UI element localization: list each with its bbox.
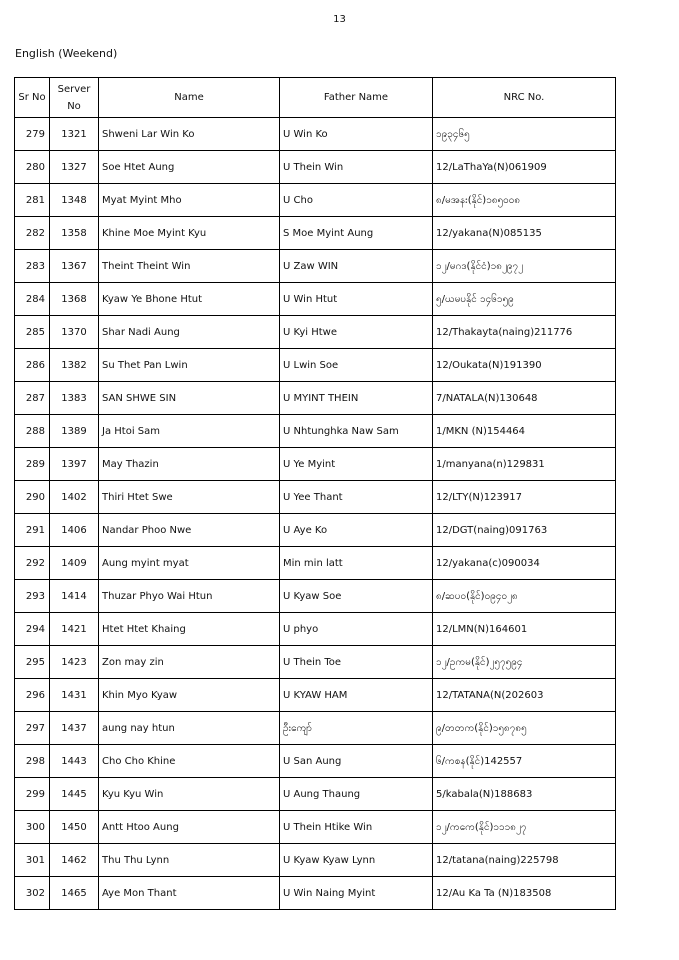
cell-nrc-no: 12/yakana(c)090034	[433, 547, 616, 580]
table-row	[15, 184, 616, 217]
table-row	[15, 514, 616, 547]
table-row	[15, 448, 616, 481]
cell-server-no: 1465	[50, 877, 99, 910]
cell-father-name: U phyo	[280, 613, 433, 646]
cell-server-no: 1368	[50, 283, 99, 316]
cell-sr-no: 280	[15, 151, 50, 184]
table-row	[15, 316, 616, 349]
cell-nrc-no: 12/TATANA(N(202603	[433, 679, 616, 712]
header-row	[15, 78, 616, 118]
cell-name: Kyaw Ye Bhone Htut	[99, 283, 280, 316]
table-row	[15, 646, 616, 679]
cell-server-no: 1450	[50, 811, 99, 844]
cell-name: Theint Theint Win	[99, 250, 280, 283]
cell-server-no: 1358	[50, 217, 99, 250]
cell-nrc-no: 12/DGT(naing)091763	[433, 514, 616, 547]
cell-sr-no: 301	[15, 844, 50, 877]
cell-sr-no: 281	[15, 184, 50, 217]
table-row	[15, 712, 616, 745]
cell-sr-no: 300	[15, 811, 50, 844]
table-row	[15, 877, 616, 910]
cell-name: Thiri Htet Swe	[99, 481, 280, 514]
cell-server-no: 1423	[50, 646, 99, 679]
cell-nrc-no: ၁၉၃၄၆၅	[433, 118, 616, 151]
cell-nrc-no: ၁၂/ကကေ(နိုင်)၁၁၁၈၂၇	[433, 811, 616, 844]
table-row	[15, 217, 616, 250]
cell-name: Myat Myint Mho	[99, 184, 280, 217]
cell-nrc-no: ၈/မအနး(နိုင်)၁၈၅၀၀၈	[433, 184, 616, 217]
cell-server-no: 1383	[50, 382, 99, 415]
cell-father-name: U Kyaw Soe	[280, 580, 433, 613]
cell-father-name: S Moe Myint Aung	[280, 217, 433, 250]
cell-sr-no: 289	[15, 448, 50, 481]
section-heading: English (Weekend)	[15, 47, 118, 60]
cell-father-name: U Thein Htike Win	[280, 811, 433, 844]
table-row	[15, 283, 616, 316]
cell-nrc-no: ၈/ဆပဝ(နိုင်)၀၉၄၀၂၈	[433, 580, 616, 613]
cell-server-no: 1445	[50, 778, 99, 811]
cell-nrc-no: ၉/တတက(နိုင်)၁၅၈၇၈၅	[433, 712, 616, 745]
cell-father-name: U KYAW HAM	[280, 679, 433, 712]
cell-father-name: U Win Htut	[280, 283, 433, 316]
cell-father-name: U Ye Myint	[280, 448, 433, 481]
cell-sr-no: 279	[15, 118, 50, 151]
cell-server-no: 1367	[50, 250, 99, 283]
cell-nrc-no: 12/LMN(N)164601	[433, 613, 616, 646]
cell-sr-no: 283	[15, 250, 50, 283]
cell-nrc-no: ၆/ကစန(နိုင်)142557	[433, 745, 616, 778]
table-body	[15, 118, 616, 910]
cell-name: Shweni Lar Win Ko	[99, 118, 280, 151]
cell-nrc-no: 12/LaThaYa(N)061909	[433, 151, 616, 184]
cell-father-name: U MYINT THEIN	[280, 382, 433, 415]
cell-nrc-no: 12/tatana(naing)225798	[433, 844, 616, 877]
page-number: 13	[333, 14, 346, 25]
cell-name: SAN SHWE SIN	[99, 382, 280, 415]
cell-sr-no: 297	[15, 712, 50, 745]
header-nrc-no: NRC No.	[433, 78, 616, 118]
cell-server-no: 1409	[50, 547, 99, 580]
cell-name: Thuzar Phyo Wai Htun	[99, 580, 280, 613]
cell-name: Khin Myo Kyaw	[99, 679, 280, 712]
cell-server-no: 1462	[50, 844, 99, 877]
cell-name: Cho Cho Khine	[99, 745, 280, 778]
cell-father-name: ဦးကျော်	[280, 712, 433, 745]
cell-father-name: U Kyaw Kyaw Lynn	[280, 844, 433, 877]
cell-server-no: 1389	[50, 415, 99, 448]
cell-father-name: U Win Naing Myint	[280, 877, 433, 910]
cell-name: Su Thet Pan Lwin	[99, 349, 280, 382]
cell-nrc-no: ၁၂/ဥကမ(နိုင်)၂၅၇၅၉၄	[433, 646, 616, 679]
cell-name: Nandar Phoo Nwe	[99, 514, 280, 547]
table-row	[15, 778, 616, 811]
cell-server-no: 1397	[50, 448, 99, 481]
header-father-name: Father Name	[280, 78, 433, 118]
cell-sr-no: 282	[15, 217, 50, 250]
cell-nrc-no: 12/Thakayta(naing)211776	[433, 316, 616, 349]
cell-server-no: 1402	[50, 481, 99, 514]
cell-father-name: Min min latt	[280, 547, 433, 580]
table-row	[15, 415, 616, 448]
cell-nrc-no: 1/manyana(n)129831	[433, 448, 616, 481]
cell-server-no: 1406	[50, 514, 99, 547]
cell-sr-no: 293	[15, 580, 50, 613]
cell-sr-no: 295	[15, 646, 50, 679]
cell-server-no: 1431	[50, 679, 99, 712]
table-row	[15, 382, 616, 415]
header-name: Name	[99, 78, 280, 118]
table-header	[15, 78, 616, 118]
cell-nrc-no: ၁၂/မဂဒ(နိုင်ငံ)၁၈၂၉၇၂	[433, 250, 616, 283]
table-row	[15, 547, 616, 580]
cell-server-no: 1327	[50, 151, 99, 184]
header-sr-no: Sr No	[15, 78, 50, 118]
table-row	[15, 151, 616, 184]
cell-nrc-no: ၅/ယမပနိုင် ၁၄၆၁၅၉	[433, 283, 616, 316]
cell-father-name: U Thein Win	[280, 151, 433, 184]
cell-sr-no: 294	[15, 613, 50, 646]
cell-nrc-no: 12/LTY(N)123917	[433, 481, 616, 514]
cell-father-name: U Aung Thaung	[280, 778, 433, 811]
cell-father-name: U Kyi Htwe	[280, 316, 433, 349]
cell-name: Kyu Kyu Win	[99, 778, 280, 811]
cell-father-name: U Aye Ko	[280, 514, 433, 547]
cell-name: Antt Htoo Aung	[99, 811, 280, 844]
cell-nrc-no: 5/kabala(N)188683	[433, 778, 616, 811]
cell-server-no: 1348	[50, 184, 99, 217]
table-row	[15, 118, 616, 151]
cell-father-name: U Win Ko	[280, 118, 433, 151]
cell-nrc-no: 7/NATALA(N)130648	[433, 382, 616, 415]
cell-father-name: U Thein Toe	[280, 646, 433, 679]
table-row	[15, 349, 616, 382]
cell-server-no: 1443	[50, 745, 99, 778]
cell-father-name: U Lwin Soe	[280, 349, 433, 382]
cell-father-name: U San Aung	[280, 745, 433, 778]
candidate-table	[14, 77, 616, 910]
cell-server-no: 1414	[50, 580, 99, 613]
cell-server-no: 1382	[50, 349, 99, 382]
table-row	[15, 679, 616, 712]
cell-sr-no: 302	[15, 877, 50, 910]
table-row	[15, 745, 616, 778]
cell-sr-no: 299	[15, 778, 50, 811]
cell-father-name: U Yee Thant	[280, 481, 433, 514]
cell-name: Aung myint myat	[99, 547, 280, 580]
header-server-no: Server No	[50, 78, 99, 118]
cell-server-no: 1437	[50, 712, 99, 745]
cell-sr-no: 296	[15, 679, 50, 712]
cell-sr-no: 291	[15, 514, 50, 547]
cell-name: Ja Htoi Sam	[99, 415, 280, 448]
cell-father-name: U Zaw WIN	[280, 250, 433, 283]
cell-name: Zon may zin	[99, 646, 280, 679]
cell-server-no: 1370	[50, 316, 99, 349]
cell-server-no: 1421	[50, 613, 99, 646]
table-row	[15, 580, 616, 613]
table-row	[15, 844, 616, 877]
cell-sr-no: 290	[15, 481, 50, 514]
cell-nrc-no: 12/Au Ka Ta (N)183508	[433, 877, 616, 910]
cell-name: Soe Htet Aung	[99, 151, 280, 184]
cell-sr-no: 287	[15, 382, 50, 415]
cell-name: Thu Thu Lynn	[99, 844, 280, 877]
cell-name: May Thazin	[99, 448, 280, 481]
cell-nrc-no: 12/Oukata(N)191390	[433, 349, 616, 382]
cell-name: aung nay htun	[99, 712, 280, 745]
cell-sr-no: 284	[15, 283, 50, 316]
cell-name: Htet Htet Khaing	[99, 613, 280, 646]
cell-sr-no: 288	[15, 415, 50, 448]
cell-sr-no: 286	[15, 349, 50, 382]
table-row	[15, 250, 616, 283]
cell-name: Khine Moe Myint Kyu	[99, 217, 280, 250]
cell-sr-no: 292	[15, 547, 50, 580]
cell-name: Aye Mon Thant	[99, 877, 280, 910]
table-row	[15, 481, 616, 514]
cell-sr-no: 298	[15, 745, 50, 778]
cell-nrc-no: 12/yakana(N)085135	[433, 217, 616, 250]
table-row	[15, 811, 616, 844]
cell-name: Shar Nadi Aung	[99, 316, 280, 349]
cell-server-no: 1321	[50, 118, 99, 151]
table-row	[15, 613, 616, 646]
cell-father-name: U Cho	[280, 184, 433, 217]
cell-sr-no: 285	[15, 316, 50, 349]
cell-father-name: U Nhtunghka Naw Sam	[280, 415, 433, 448]
cell-nrc-no: 1/MKN (N)154464	[433, 415, 616, 448]
